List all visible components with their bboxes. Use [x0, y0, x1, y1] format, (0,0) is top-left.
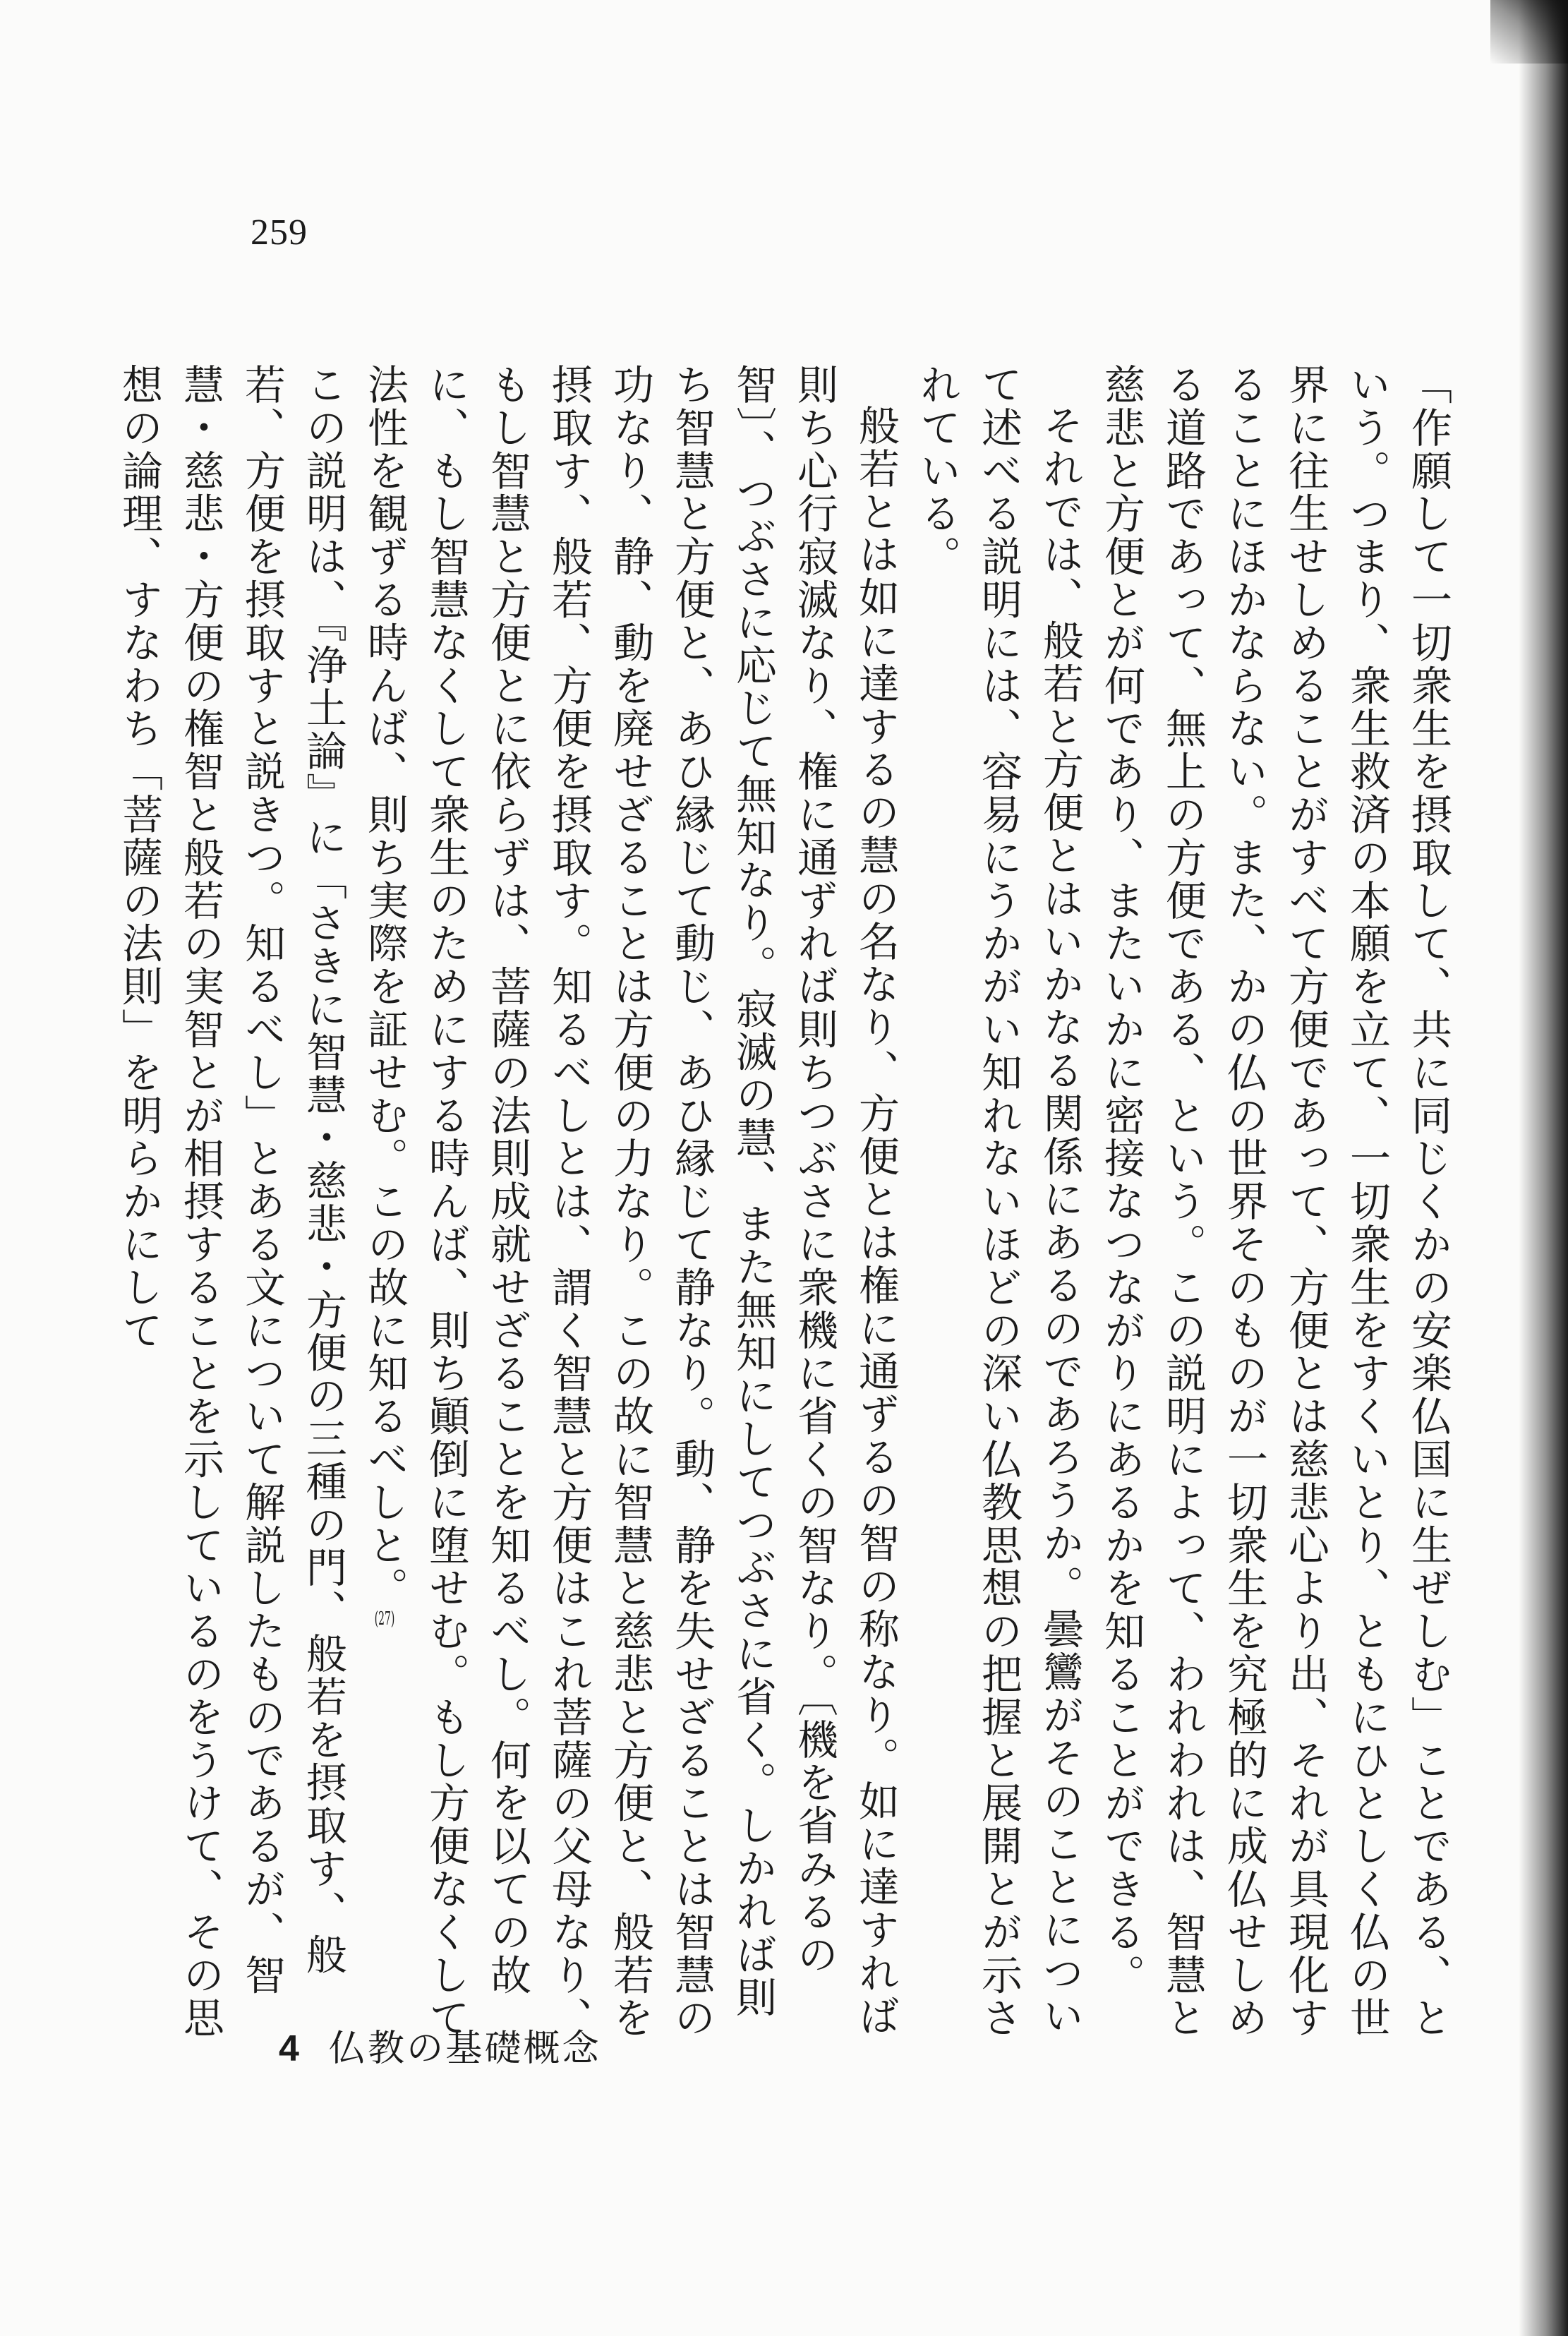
chapter-title: 仏教の基礎概念 — [328, 2028, 601, 2070]
binding-corner-shadow — [1490, 0, 1568, 64]
quotation-text: 般若とは如に達するの慧の名なり、方便とは権に通ずるの智の称なり。如に達すれば則ち心行寂滅なり、権に通ずれば則ちつぶさに衆機に省くの智なり。〔機を省みるの智〕、つぶさに応じて無知なり。寂滅の慧、また無知にしてつぶさに省く。しかれば則ち智慧と方便と、あひ縁じて動じ、あひ縁じて静なり。動、静を失せざることは智慧の功なり、静、動を廃せざることは方便の力なり。この故に智慧と慈悲と方便と、般若を摂取す、般若、方便を摂取す。知るべしとは、謂く智慧と方便はこれ菩薩の父母なり、もし智慧と方便とに依らずは、菩薩の法則成就せざることを知るべし。何を以ての故に、もし智慧なくして衆生のためにする時んば、則ち顚倒に堕せむ。もし方便なくして法性を観ずる時んば、則ち実際を証せむ。この故に知るべしと。 — [361, 363, 900, 2040]
body-text — [115, 363, 1459, 2050]
running-footer — [279, 2018, 601, 2071]
paragraph-1: 「作願して一切衆生を摂取して、共に同じくかの安楽仏国に生ぜしむ」ことである、という。つまり、衆生救済の本願を立て、一切衆生をすくいとり、ともにひとしく仏の世界に往生せしめることがすべて方便であって、方便とは慈悲心より出、それが具現化することにほかならない。また、かの仏の世界そのものが一切衆生を究極的に成仏せしめる道路であって、無上の方便である、という。この説明によって、われわれは、智慧と慈悲と方便とが何であり、またいかに密接なつながりにあるかを知ることができる。 — [1097, 363, 1452, 2040]
paragraph-3-quotation — [354, 363, 906, 2050]
paragraph-4: この説明は、『浄土論』に「さきに智慧・慈悲・方便の三種の門、般若を摂取す、般若、方便を摂取すと説きつ。知るべし」とある文について解説したものであるが、智慧・慈悲・方便の権智と般若の実智とが相摂することを示しているのをうけて、その思想の論理、すなわち「菩薩の法則」を明らかにして — [115, 363, 347, 2040]
note-reference: (27) — [374, 1610, 395, 1629]
page-number: 259 — [251, 212, 308, 253]
paragraph-2: それでは、般若と方便とはいかなる関係にあるのであろうか。曇鸞がそのことについて述べる説明には、容易にうかがい知れないほどの深い仏教思想の把握と展開とが示されている。 — [913, 363, 1084, 2040]
binding-shadow — [1519, 0, 1568, 2336]
chapter-number: 4 — [279, 2028, 299, 2069]
